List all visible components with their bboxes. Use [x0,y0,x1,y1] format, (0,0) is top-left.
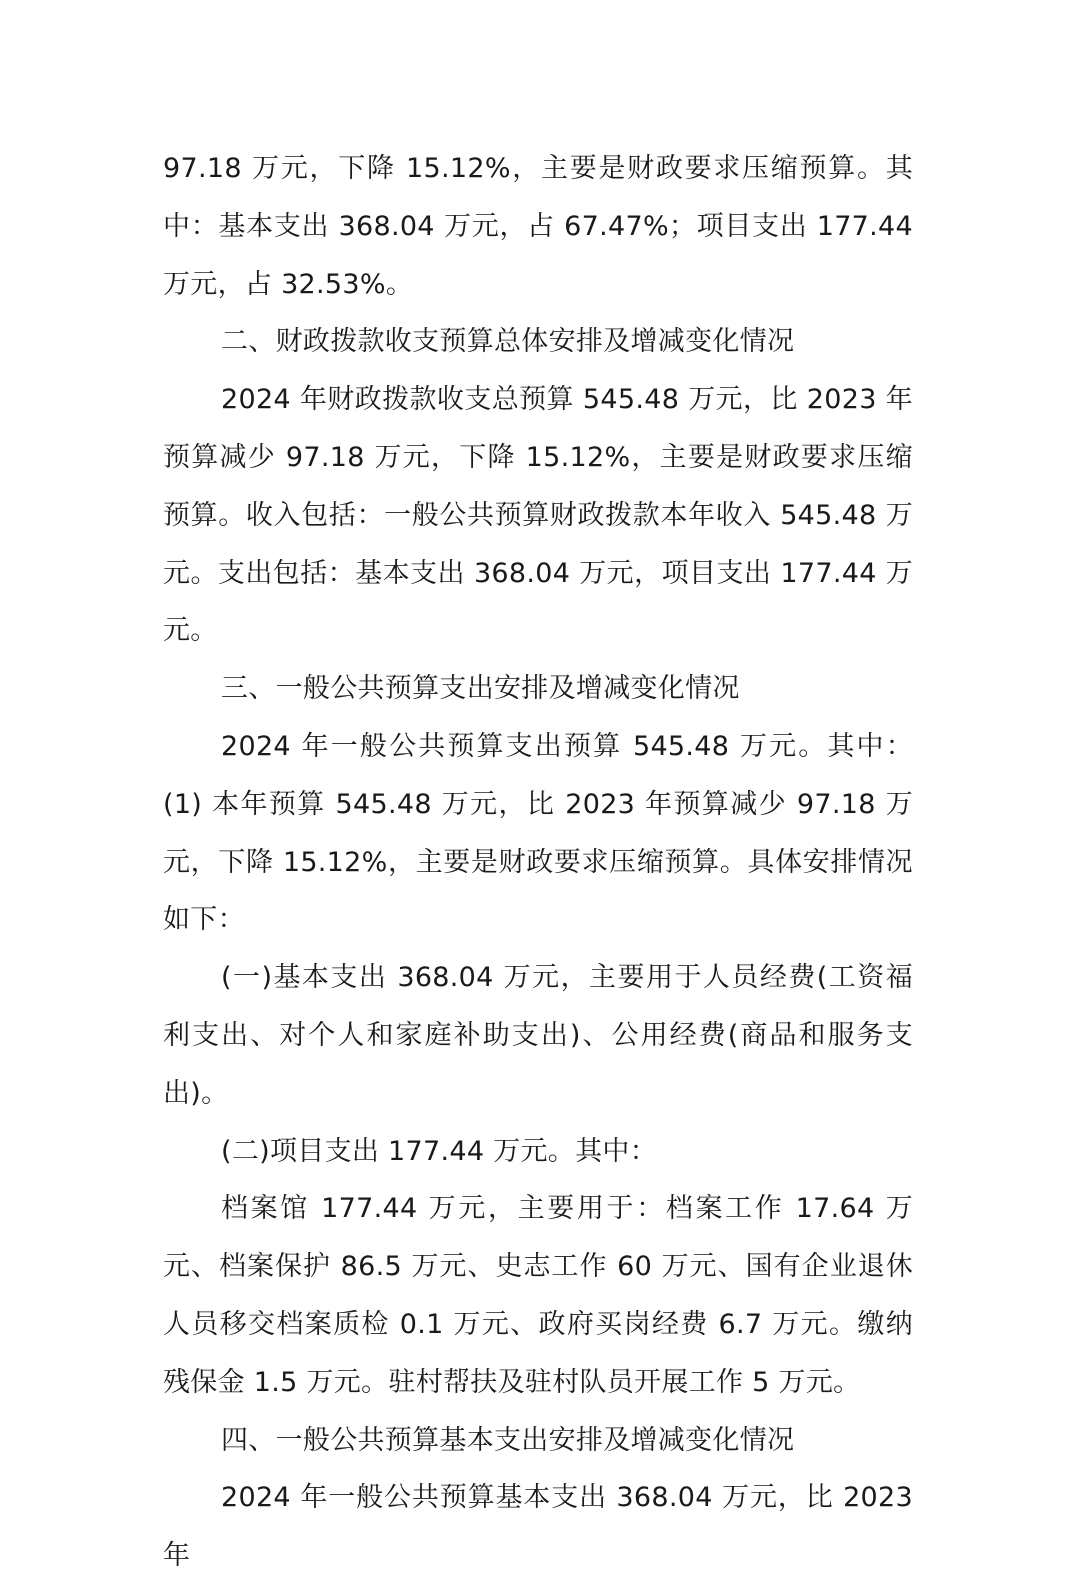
paragraph-archives-details: 档案馆 177.44 万元，主要用于：档案工作 17.64 万元、档案保护 86.5 万元、史志工作 60 万元、国有企业退休人员移交档案质检 0.1 万元、政府买岗经费 6.7 万元。缴纳残保金 1.5 万元。驻村帮扶及驻村队员开展工作 5 万元。 [163,1193,913,1398]
section-heading-4: 四、一般公共预算基本支出安排及增减变化情况 [221,1424,795,1456]
paragraph-general-budget: 2024 年一般公共预算支出预算 545.48 万元。其中：(1) 本年预算 545.48 万元，比 2023 年预算减少 97.18 万元，下降 15.12%，主要是财政要求压缩预算。具体安排情况如下： [163,730,913,936]
document-body [163,140,913,1585]
section-heading-2: 二、财政拨款收支预算总体安排及增减变化情况 [221,326,795,358]
paragraph-basic-budget: 2024 年一般公共预算基本支出 368.04 万元，比 2023 年 [163,1482,913,1572]
paragraph-fiscal-allocation: 2024 年财政拨款收支总预算 545.48 万元，比 2023 年预算减少 97.18 万元，下降 15.12%，主要是财政要求压缩预算。收入包括：一般公共预算财政拨款本年收入 545.48 万元。支出包括：基本支出 368.04 万元，项目支出 177.44 万元。 [163,384,913,647]
paragraph-basic-expenditure: (一)基本支出 368.04 万元，主要用于人员经费(工资福利支出、对个人和家庭补助支出)、公用经费(商品和服务支出)。 [163,962,913,1109]
paragraph-project-expenditure: (二)项目支出 177.44 万元。其中： [221,1135,658,1167]
paragraph-continuation: 97.18 万元，下降 15.12%，主要是财政要求压缩预算。其中：基本支出 368.04 万元，占 67.47%；项目支出 177.44 万元，占 32.53%。 [163,153,913,300]
section-heading-3: 三、一般公共预算支出安排及增减变化情况 [221,673,740,705]
